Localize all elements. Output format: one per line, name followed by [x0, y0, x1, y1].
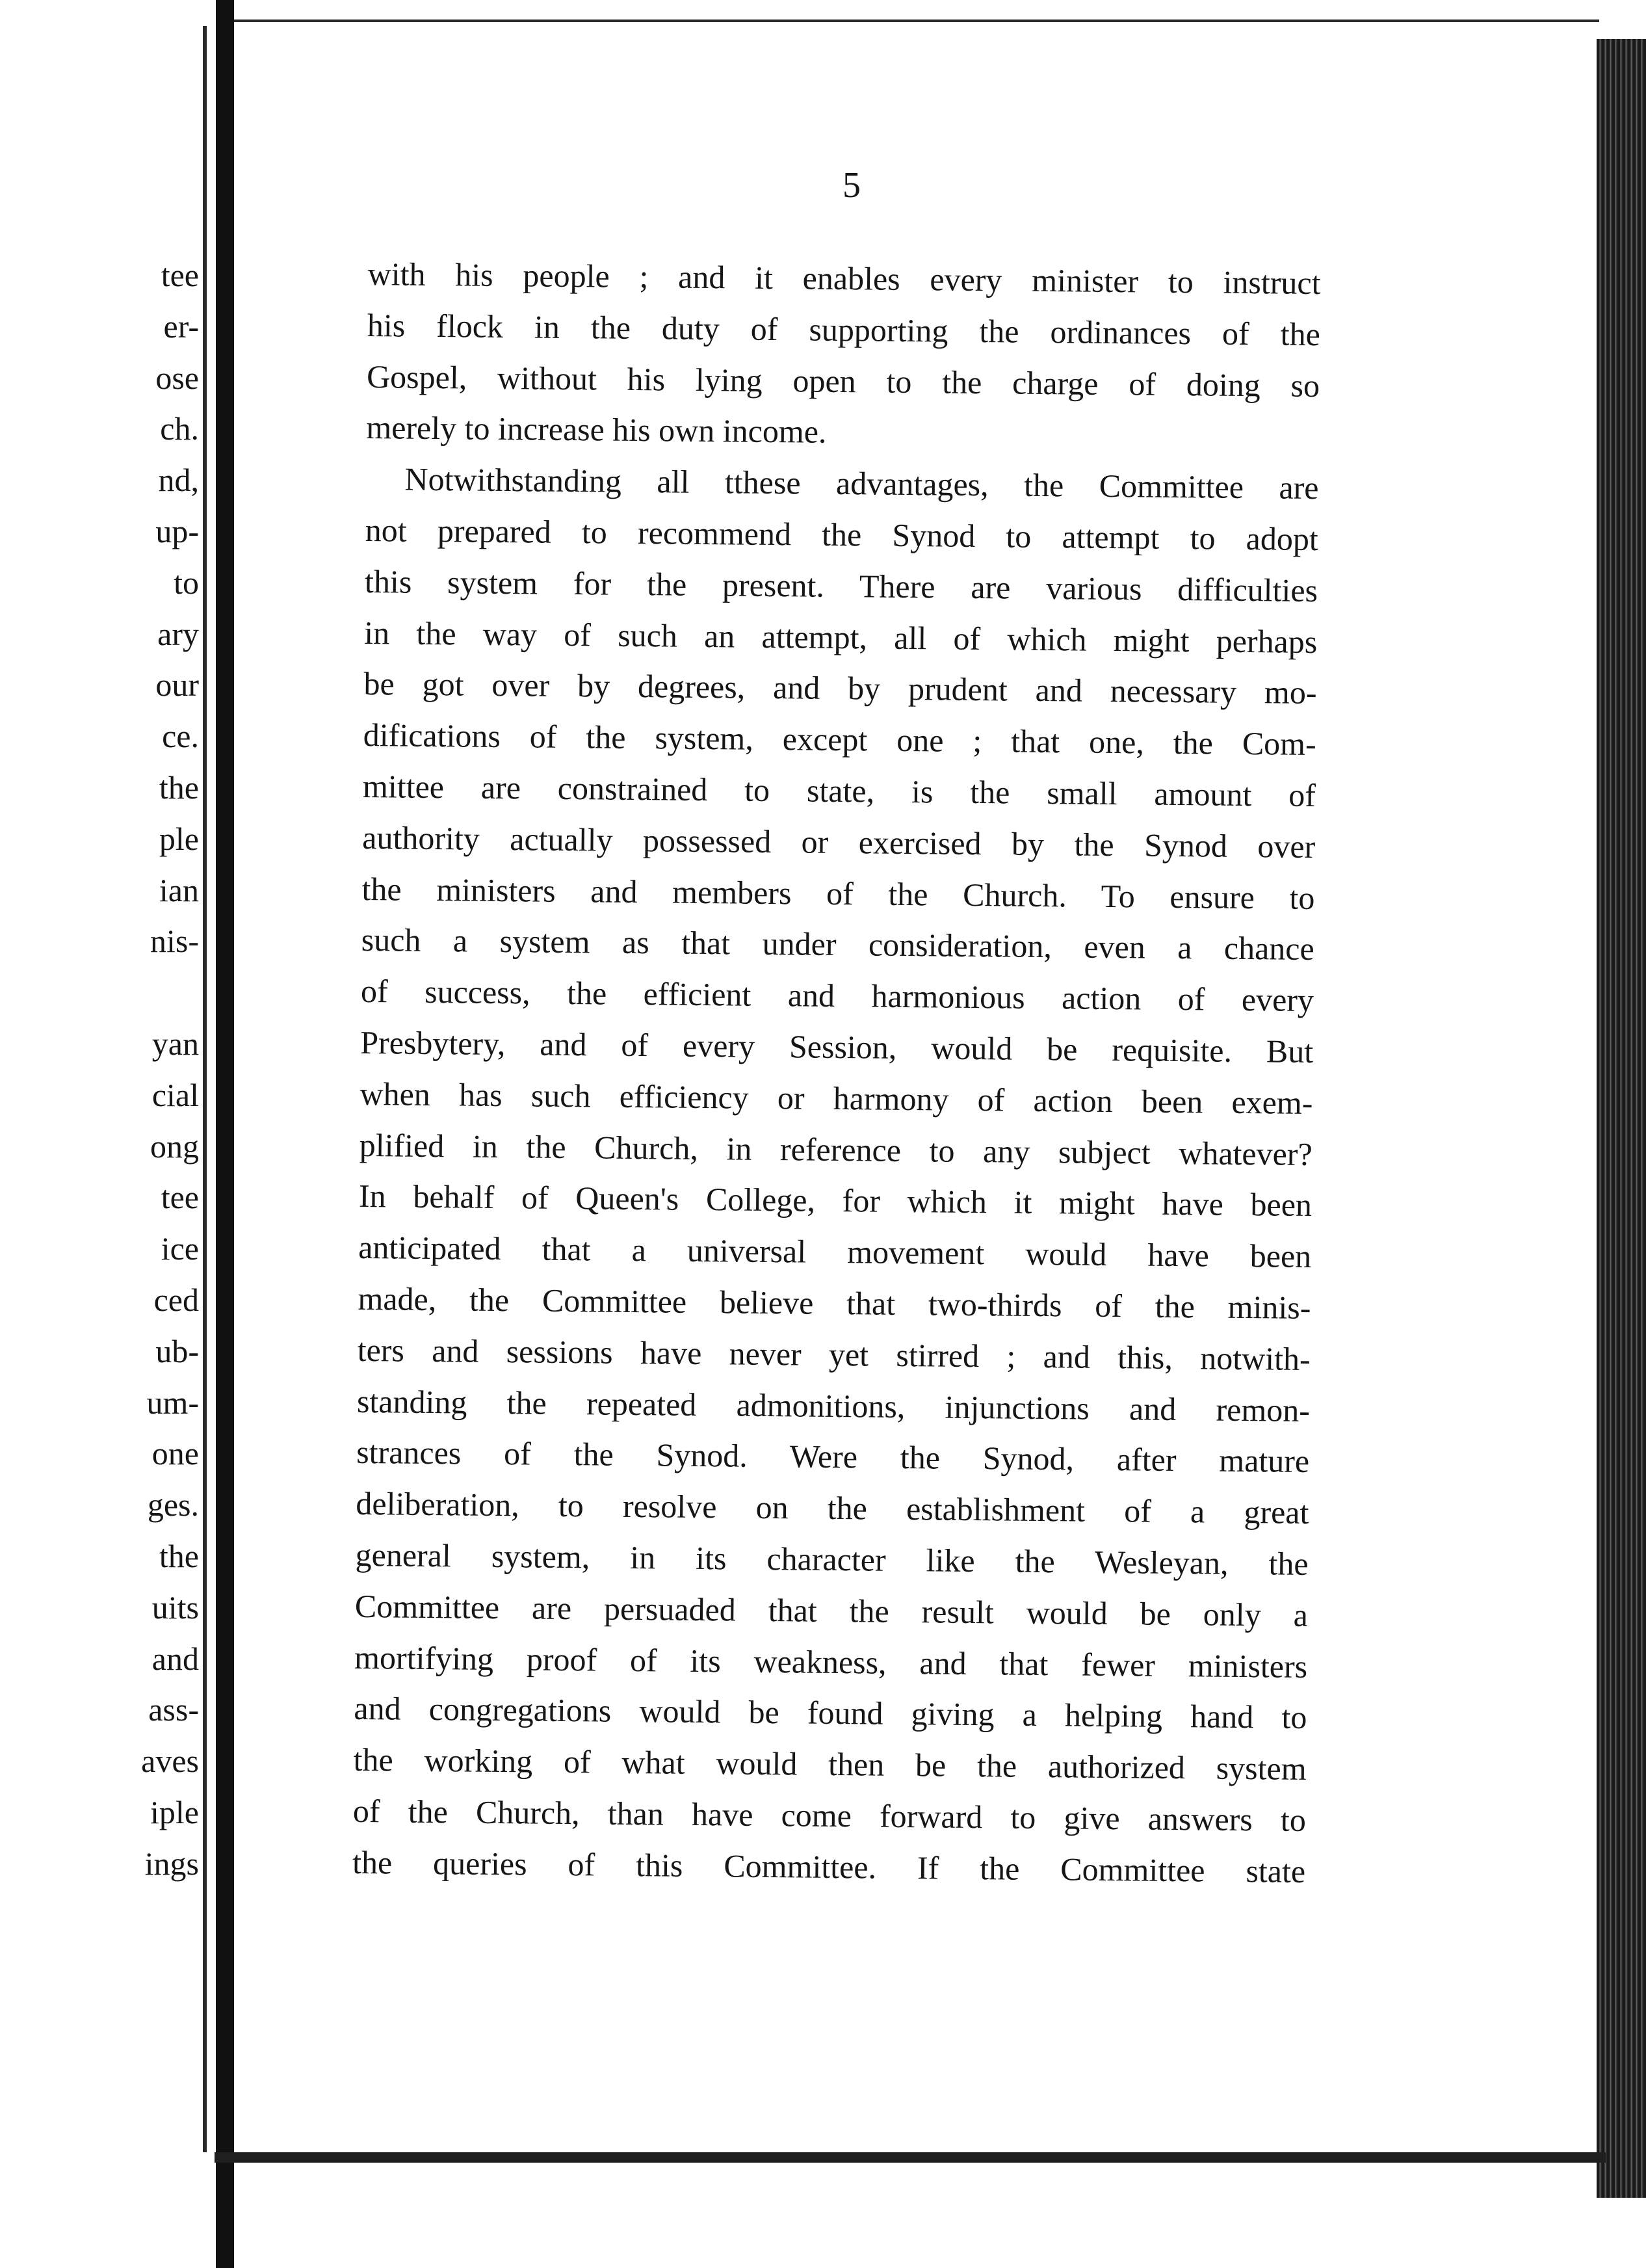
text-line: in the way of such an attempt, all of which might perhaps — [364, 614, 1318, 660]
fragment-line: the — [159, 769, 199, 806]
fragment-line: ian — [159, 871, 199, 908]
text-line: Notwithstanding all tthese advantages, the Committee are — [404, 460, 1319, 507]
text-line: this system for the present. There are various difficulties — [364, 562, 1318, 609]
text-line: authority actually possessed or exercised by the Synod over — [362, 819, 1316, 865]
text-line: and congregations would be found giving a helping hand to — [354, 1690, 1307, 1736]
fragment-line: one — [151, 1435, 199, 1472]
text-line: such a system as that under consideration, even a chance — [361, 921, 1314, 968]
fragment-line: yan — [151, 1025, 199, 1062]
page-body-text — [352, 248, 1321, 1897]
fragment-line: and — [151, 1640, 199, 1677]
text-line: of the Church, than have come forward to give answers to — [352, 1792, 1307, 1838]
text-line: deliberation, to resolve on the establishment of a great — [356, 1485, 1309, 1531]
fragment-line: ings — [144, 1845, 199, 1882]
text-line: the queries of this Committee. If the Committee state — [352, 1843, 1306, 1890]
text-line: ters and sessions have never yet stirred ; and this, notwith- — [357, 1331, 1311, 1377]
fragment-line: nis- — [150, 923, 199, 960]
text-line: his flock in the duty of supporting the ordinances of the — [367, 306, 1321, 352]
fragment-line: um- — [146, 1384, 199, 1421]
facing-page-text-fragments — [0, 250, 199, 1890]
fragment-line: ary — [157, 615, 199, 652]
text-line: anticipated that a universal movement would have been — [358, 1229, 1312, 1275]
fragment-line: ose — [155, 359, 199, 396]
text-line: merely to increase his own income. — [366, 409, 827, 451]
fragment-line: our — [155, 666, 199, 704]
fragment-line: ce. — [162, 718, 199, 755]
fragment-line: ch. — [160, 410, 199, 447]
text-line: standing the repeated admonitions, injunctions and remon- — [356, 1382, 1311, 1429]
text-line: In behalf of Queen's College, for which it might have been — [358, 1178, 1313, 1224]
fragment-line — [0, 967, 199, 1018]
text-line: made, the Committee believe that two-thirds of the minis- — [358, 1280, 1311, 1326]
text-line: be got over by degrees, and by prudent and necessary mo- — [363, 665, 1317, 711]
fragment-line: ong — [150, 1127, 199, 1165]
page-bottom-edge — [215, 2152, 1606, 2163]
fragment-line: ple — [159, 820, 199, 857]
text-line: when has such efficiency or harmony of action been exem- — [359, 1075, 1313, 1121]
fragment-line: cial — [151, 1076, 199, 1113]
text-line: plified in the Church, in reference to any subject whatever? — [359, 1126, 1313, 1172]
text-line: Committee are persuaded that the result would be only a — [354, 1587, 1309, 1633]
fragment-line: ced — [153, 1281, 199, 1318]
fragment-line: to — [174, 564, 199, 601]
text-line: difications of the system, except one ; that one, the Com- — [363, 717, 1317, 763]
text-line: mittee are constrained to state, is the small amount of — [362, 767, 1316, 814]
fragment-line: uits — [151, 1589, 199, 1626]
page-number: 5 — [843, 165, 861, 205]
text-line: not prepared to recommend the Synod to attempt to adopt — [365, 511, 1319, 558]
fragment-line: nd, — [158, 462, 199, 499]
fragment-line: up- — [155, 512, 199, 549]
fragment-line: ub- — [155, 1332, 199, 1369]
text-line: Gospel, without his lying open to the charge of doing so — [366, 358, 1320, 404]
fragment-line: ges. — [147, 1486, 199, 1523]
text-line: Presbytery, and of every Session, would be requisite. But — [360, 1023, 1314, 1070]
fragment-line: the — [159, 1537, 199, 1574]
text-line: strances of the Synod. Were the Synod, after mature — [356, 1434, 1310, 1480]
fragment-line: er- — [163, 308, 199, 345]
fragment-line: iple — [150, 1793, 199, 1830]
fragment-line: ice — [161, 1230, 199, 1267]
text-line: with his people ; and it enables every minister to instruct — [367, 255, 1321, 302]
text-line: of success, the efficient and harmonious action of every — [360, 973, 1314, 1019]
fragment-line: tee — [161, 257, 199, 293]
text-line: the working of what would then be the authorized system — [353, 1741, 1307, 1787]
fragment-line: aves — [141, 1743, 199, 1780]
fragment-line: ass- — [148, 1691, 199, 1728]
page-edge-stack — [1597, 39, 1646, 2198]
text-line: mortifying proof of its weakness, and that fewer ministers — [354, 1639, 1308, 1685]
text-line: the ministers and members of the Church. To ensure to — [361, 870, 1315, 916]
fragment-line: tee — [161, 1179, 199, 1216]
text-line: general system, in its character like the Wesleyan, the — [355, 1536, 1309, 1582]
book-gutter — [216, 0, 234, 2268]
